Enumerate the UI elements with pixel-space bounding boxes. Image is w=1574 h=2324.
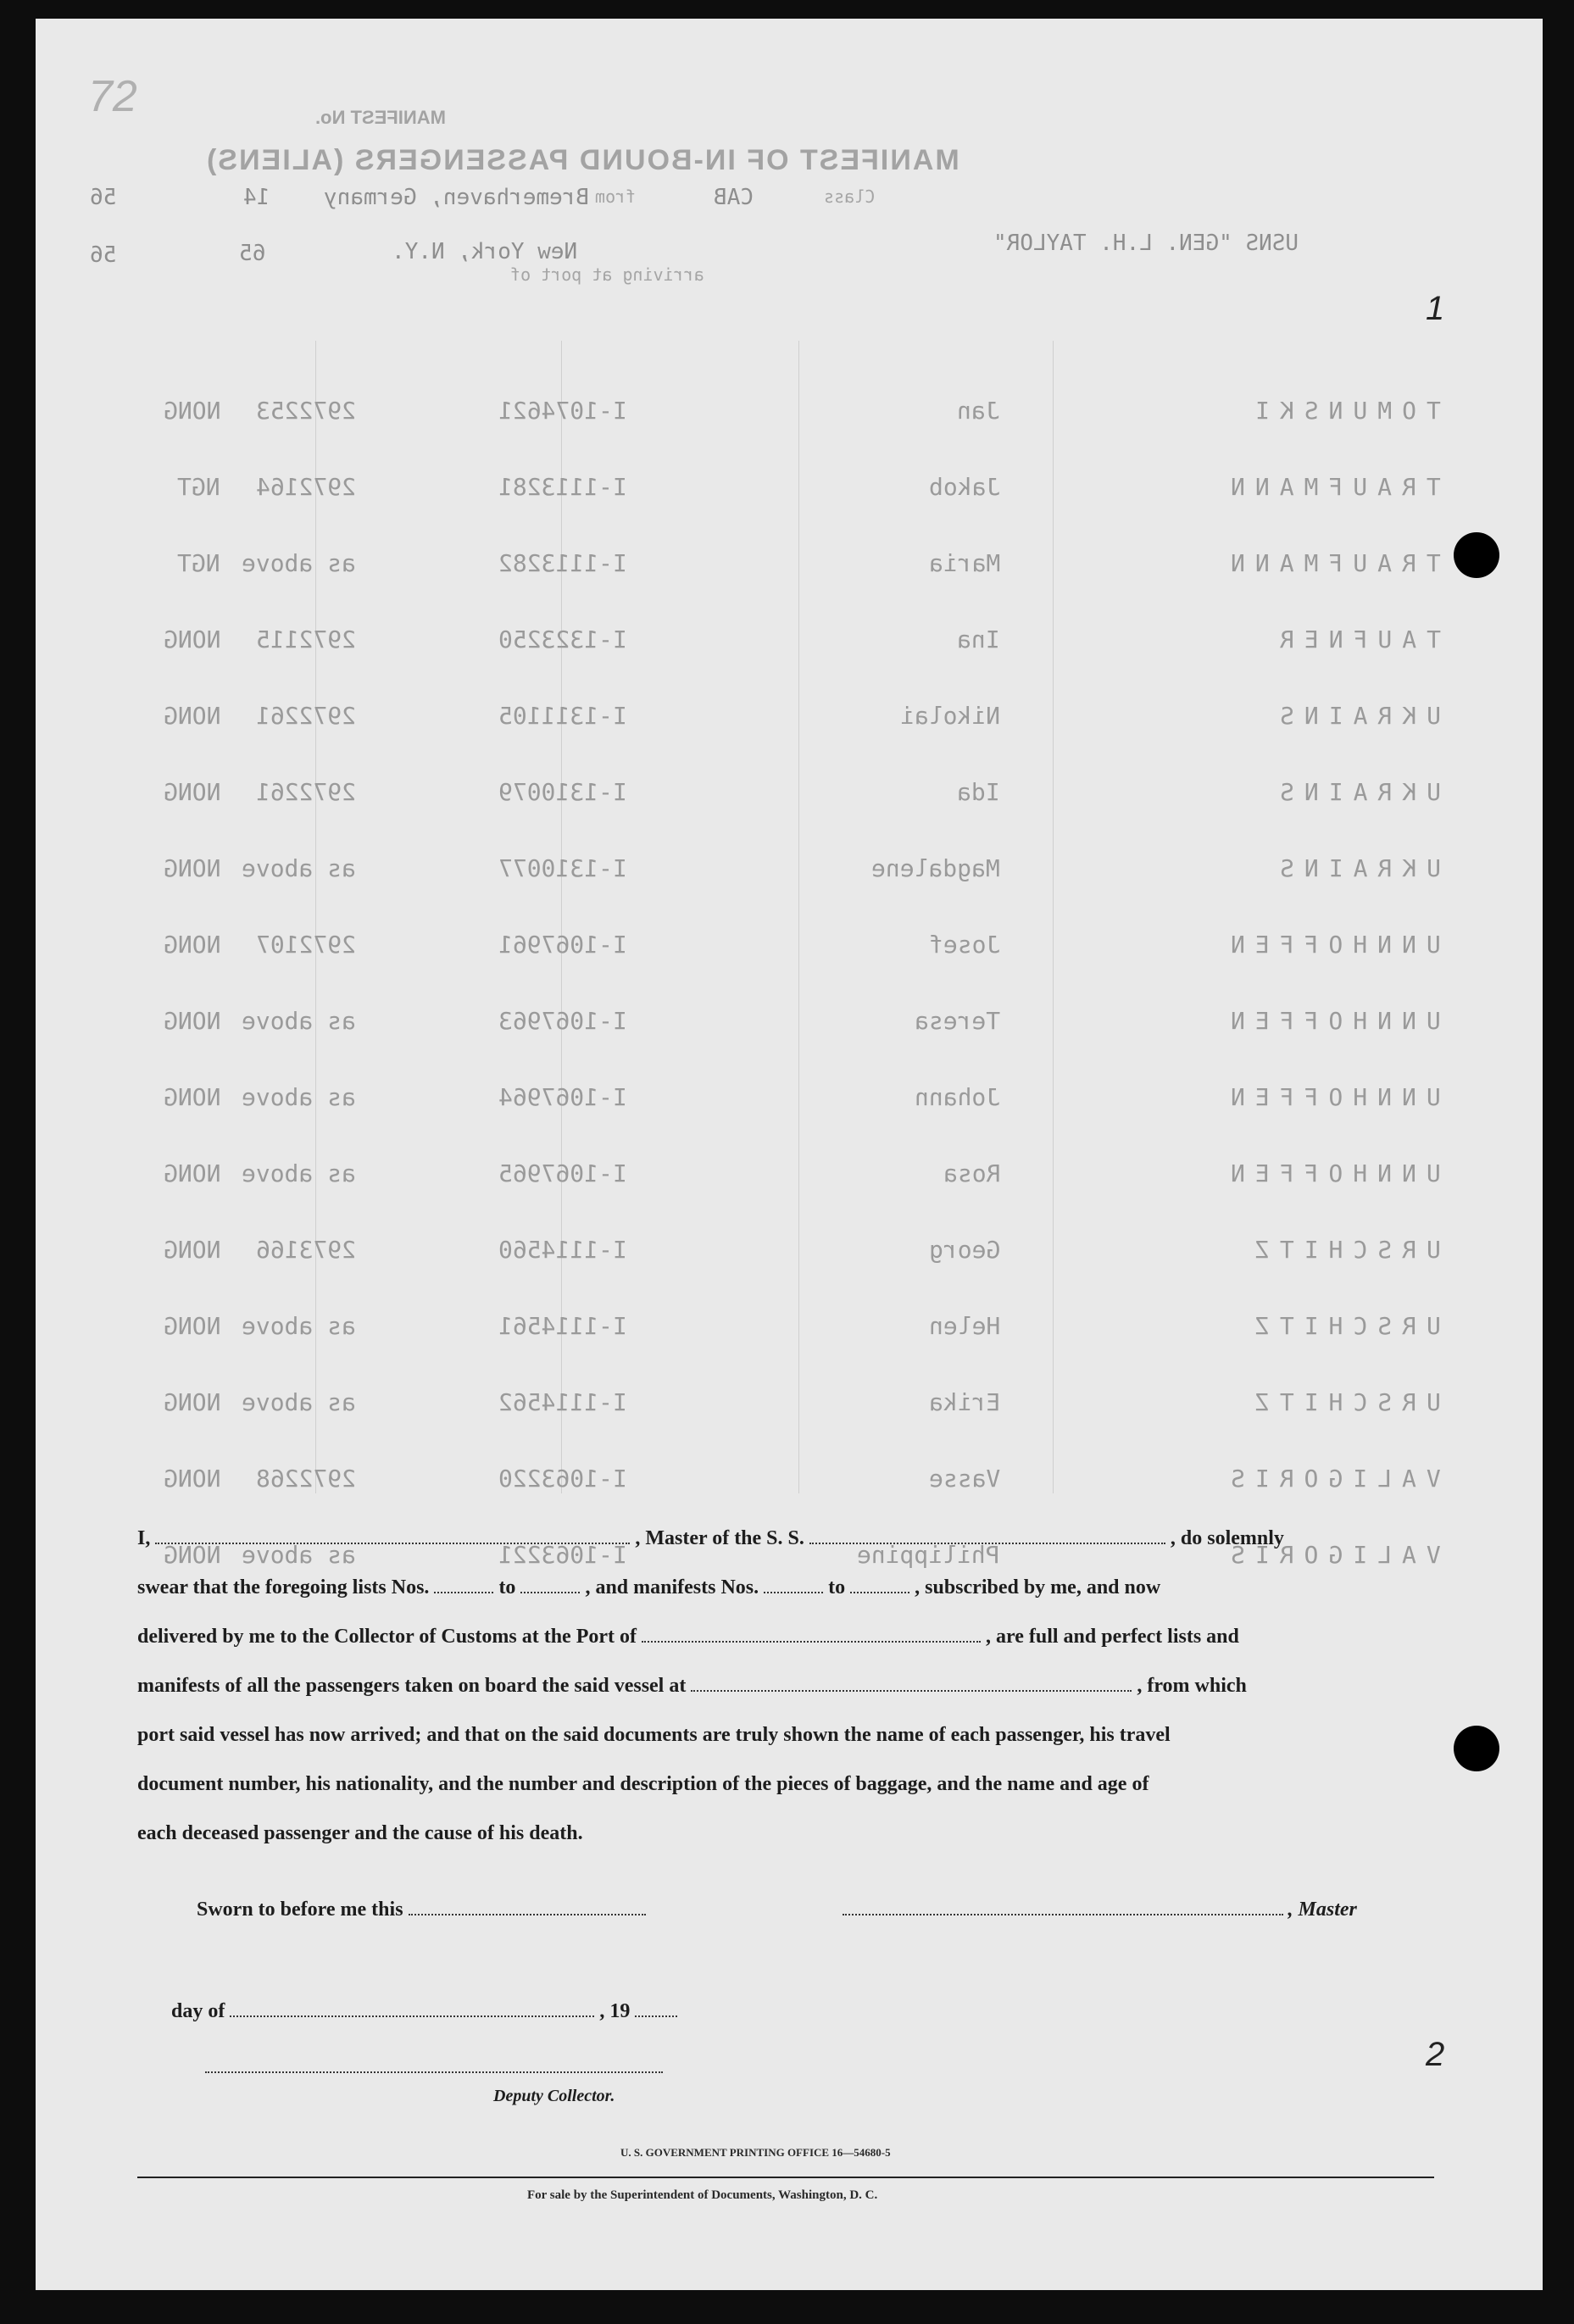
- manifest-page: [36, 19, 1543, 2290]
- from-value: Bremerhaven, Germany: [324, 185, 590, 210]
- deputy-signature-line: [205, 2071, 663, 2073]
- class-label: Class: [824, 186, 876, 207]
- row-nat: NONG: [163, 1159, 220, 1187]
- footer-rule: [137, 2177, 1434, 2178]
- row-nat: NONG: [163, 1465, 220, 1493]
- row-given: Maria: [928, 549, 1000, 577]
- punch-hole: [1454, 532, 1499, 578]
- row-given: Magdalene: [871, 854, 1000, 882]
- oath-l2-a: swear that the foregoing lists Nos.: [137, 1576, 430, 1598]
- manifest-no-label: MANIFEST No.: [315, 107, 446, 128]
- row-number: as above: [242, 1159, 356, 1187]
- table-row: [36, 1083, 1543, 1134]
- row-given: Josef: [928, 931, 1000, 959]
- row-given: Rosa: [943, 1159, 1000, 1187]
- row-number: 2972268: [255, 1465, 356, 1493]
- row-surname: UKRAINS: [1269, 702, 1441, 730]
- margin-number: 1: [1426, 290, 1445, 327]
- row-number: as above: [242, 549, 356, 577]
- row-number: 2972164: [255, 473, 356, 501]
- row-surname: URSCHITZ: [1245, 1236, 1441, 1264]
- margin-number: 2: [1426, 2036, 1445, 2073]
- row-doc: I-1310077: [498, 854, 627, 882]
- row-number: 2972261: [255, 778, 356, 806]
- row-number: 2972261: [255, 702, 356, 730]
- table-row: [36, 397, 1543, 448]
- row-nat: NONG: [163, 1312, 220, 1340]
- row-nat: NONG: [163, 931, 220, 959]
- row-doc: I-1323250: [498, 625, 627, 653]
- date-day: 14: [243, 185, 270, 210]
- row-nat: NONG: [163, 1236, 220, 1264]
- gpo-line: U. S. GOVERNMENT PRINTING OFFICE 16—54680-5: [620, 2146, 891, 2159]
- row-surname: UNNHOFFEN: [1221, 1159, 1441, 1187]
- row-surname: TRAUFMANN: [1221, 549, 1441, 577]
- row-doc: I-1067964: [498, 1083, 627, 1111]
- row-nat: NONG: [163, 778, 220, 806]
- row-nat: NONG: [163, 625, 220, 653]
- manifest-title: MANIFEST OF IN-BOUND PASSENGERS (ALIENS): [205, 144, 959, 176]
- arrive-year: 56: [90, 242, 117, 268]
- port-value: New York, N.Y.: [392, 239, 578, 264]
- row-doc: I-1063220: [498, 1465, 627, 1493]
- row-given: Ina: [957, 625, 1000, 653]
- row-doc: I-1311105: [498, 702, 627, 730]
- row-number: as above: [242, 1541, 356, 1569]
- table-row: [36, 1388, 1543, 1439]
- row-surname: TOMUNSKI: [1245, 397, 1441, 425]
- arrive-date: 65: [239, 241, 266, 266]
- row-doc: I-1067963: [498, 1007, 627, 1035]
- page-number: 72: [88, 72, 137, 121]
- table-row: [36, 854, 1543, 905]
- row-nat: NGT: [177, 549, 220, 577]
- table-row: [36, 931, 1543, 981]
- row-given: Georg: [928, 1236, 1000, 1264]
- row-number: 2972253: [255, 397, 356, 425]
- row-surname: URSCHITZ: [1245, 1388, 1441, 1416]
- oath-l2-d: to: [828, 1576, 846, 1598]
- row-nat: NONG: [163, 854, 220, 882]
- row-surname: UNNHOFFEN: [1221, 931, 1441, 959]
- nineteen-label: , 19: [599, 2000, 631, 2022]
- row-given: Philippine: [857, 1541, 1000, 1569]
- row-given: Ida: [957, 778, 1000, 806]
- row-given: Helen: [928, 1312, 1000, 1340]
- row-doc: I-1067965: [498, 1159, 627, 1187]
- row-given: Teresa: [914, 1007, 1000, 1035]
- row-surname: UKRAINS: [1269, 854, 1441, 882]
- row-doc: I-1067961: [498, 931, 627, 959]
- row-surname: UNNHOFFEN: [1221, 1083, 1441, 1111]
- row-number: as above: [242, 1388, 356, 1416]
- row-surname: UNNHOFFEN: [1221, 1007, 1441, 1035]
- oath-l2-c: , and manifests Nos.: [585, 1576, 759, 1598]
- row-doc: I-1114560: [498, 1236, 627, 1264]
- deputy-collector-label: Deputy Collector.: [493, 2087, 615, 2105]
- table-row: [36, 702, 1543, 753]
- row-surname: URSCHITZ: [1245, 1312, 1441, 1340]
- oath-l3-b: , are full and perfect lists and: [985, 1626, 1239, 1648]
- row-number: 2972115: [255, 625, 356, 653]
- table-row: [36, 1236, 1543, 1287]
- row-nat: NONG: [163, 1388, 220, 1416]
- row-number: as above: [242, 1007, 356, 1035]
- oath-l1-b: , Master of the S. S.: [635, 1527, 804, 1549]
- row-doc: I-1310079: [498, 778, 627, 806]
- row-nat: NONG: [163, 1083, 220, 1111]
- oath-l7: each deceased passenger and the cause of his death.: [137, 1822, 583, 1844]
- row-surname: UKRAINS: [1269, 778, 1441, 806]
- vessel-name: USNS "GEN. L.H. TAYLOR": [993, 231, 1299, 256]
- row-nat: NONG: [163, 702, 220, 730]
- row-given: Nikolai: [899, 702, 1000, 730]
- oath-l1-c: , do solemnly: [1170, 1527, 1284, 1549]
- row-doc: I-1113282: [498, 549, 627, 577]
- master-label: , Master: [1288, 1899, 1357, 1921]
- oath-l4-b: , from which: [1137, 1675, 1247, 1697]
- row-doc: I-1074621: [498, 397, 627, 425]
- table-row: [36, 549, 1543, 600]
- row-doc: I-1114562: [498, 1388, 627, 1416]
- class-value: CAB: [714, 185, 754, 210]
- punch-hole: [1454, 1726, 1499, 1771]
- row-surname: TAUFNER: [1269, 625, 1441, 653]
- row-nat: NONG: [163, 1007, 220, 1035]
- table-row: [36, 1007, 1543, 1058]
- table-row: [36, 1159, 1543, 1210]
- sale-line: For sale by the Superintendent of Documents, Washington, D. C.: [527, 2188, 878, 2202]
- row-given: Vasse: [928, 1465, 1000, 1493]
- row-number: as above: [242, 854, 356, 882]
- row-given: Erika: [928, 1388, 1000, 1416]
- row-number: as above: [242, 1083, 356, 1111]
- oath-l3-a: delivered by me to the Collector of Customs at the Port of: [137, 1626, 637, 1648]
- day-of-label: day of: [171, 2000, 225, 2022]
- table-row: [36, 473, 1543, 524]
- row-doc: I-1113281: [498, 473, 627, 501]
- table-row: [36, 778, 1543, 829]
- row-number: 2973166: [255, 1236, 356, 1264]
- row-given: Johann: [914, 1083, 1000, 1111]
- oath-l1-a: I,: [137, 1527, 151, 1549]
- row-surname: TRAUFMANN: [1221, 473, 1441, 501]
- oath-l4-a: manifests of all the passengers taken on board the said vessel at: [137, 1675, 687, 1697]
- sworn-label: Sworn to before me this: [197, 1899, 403, 1921]
- from-label: from: [595, 186, 637, 207]
- oath-l6: document number, his nationality, and the number and description of the pieces of baggage, and the name and age of: [137, 1773, 1149, 1795]
- row-nat: NGT: [177, 473, 220, 501]
- row-nat: NONG: [163, 397, 220, 425]
- oath-l5: port said vessel has now arrived; and that on the said documents are truly shown the name of each passenger, his travel: [137, 1724, 1171, 1746]
- oath-l2-e: , subscribed by me, and now: [915, 1576, 1161, 1598]
- row-number: 2972107: [255, 931, 356, 959]
- table-row: [36, 1312, 1543, 1363]
- row-given: Jan: [957, 397, 1000, 425]
- row-doc: I-1063221: [498, 1541, 627, 1569]
- table-row: [36, 625, 1543, 676]
- row-given: Jakob: [928, 473, 1000, 501]
- row-number: as above: [242, 1312, 356, 1340]
- row-doc: I-1114561: [498, 1312, 627, 1340]
- arriving-label: arriving at port of: [510, 264, 704, 285]
- row-surname: VALIGORIS: [1221, 1465, 1441, 1493]
- date-year: 56: [90, 185, 117, 210]
- row-surname: VALIGORIS: [1221, 1541, 1441, 1569]
- row-nat: NONG: [163, 1541, 220, 1569]
- oath-l2-b: to: [498, 1576, 516, 1598]
- table-row: [36, 1465, 1543, 1515]
